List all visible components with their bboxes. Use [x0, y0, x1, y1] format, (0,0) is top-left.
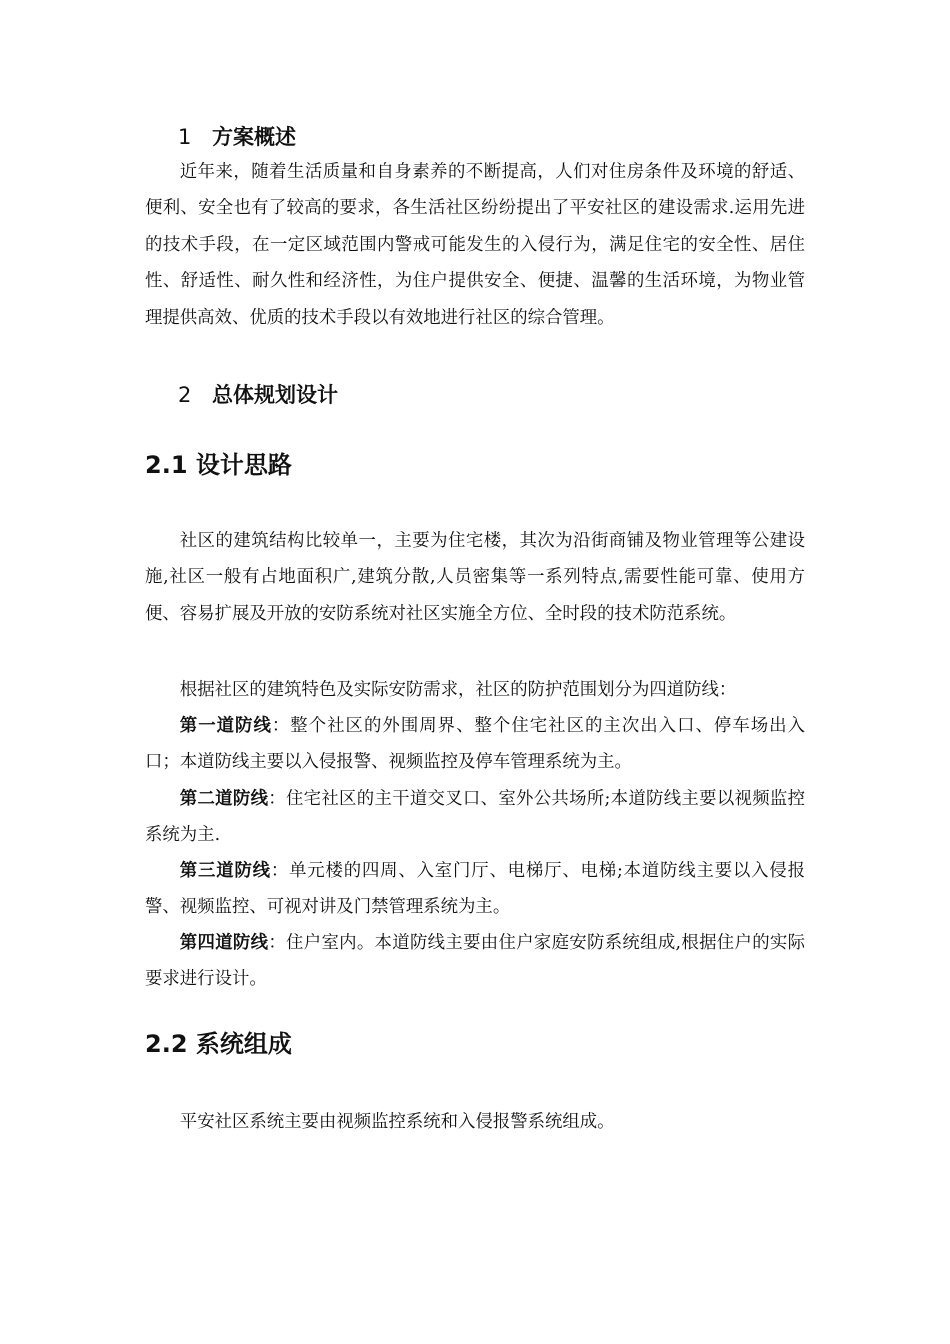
subsection-heading-design-idea: 2.1 设计思路: [145, 451, 292, 479]
section-title: 总体规划设计: [212, 383, 338, 407]
defense-line-2-text: ：住宅社区的主干道交叉口、室外公共场所;本道防线主要以视频监控系统为主.: [145, 789, 805, 846]
defense-line-4-text: ：住户室内。本道防线主要由住户家庭安防系统组成,根据住户的实际要求进行设计。: [145, 933, 805, 990]
defense-line-3-text: ：单元楼的四周、入室门厅、电梯厅、电梯;本道防线主要以入侵报警、视频监控、可视对讲及门禁管理系统为主。: [145, 861, 805, 918]
section-number: 1: [178, 125, 192, 149]
overview-paragraph: 近年来，随着生活质量和自身素养的不断提高，人们对住房条件及环境的舒适、便利、安全也有了较高的要求，各生活社区纷纷提出了平安社区的建设需求.运用先进的技术手段，在一定区域范围内警戒可能发生的入侵行为，满足住宅的安全性、居住性、舒适性、耐久性和经济性，为住户提供安全、便捷、温馨的生活环境，为物业管理提供高效、优质的技术手段以有效地进行社区的综合管理。: [145, 162, 805, 328]
defense-line-4-paragraph: [145, 925, 805, 998]
section-number: 2: [178, 383, 192, 407]
design-idea-paragraph: 社区的建筑结构比较单一，主要为住宅楼，其次为沿街商铺及物业管理等公建设施,社区一般有占地面积广,建筑分散,人员密集等一系列特点,需要性能可靠、使用方便、容易扩展及开放的安防系统对社区实施全方位、全时段的技术防范系统。: [145, 531, 805, 624]
defense-line-4-lead: 第四道防线: [179, 933, 269, 953]
defense-line-1-lead: 第一道防线: [179, 716, 272, 736]
defense-line-1-text: ：整个社区的外围周界、整个住宅社区的主次出入口、停车场出入口；本道防线主要以入侵报警、视频监控及停车管理系统为主。: [145, 716, 805, 773]
section-heading-planning: [178, 380, 338, 410]
system-composition-paragraph: 平安社区系统主要由视频监控系统和入侵报警系统组成。: [179, 1112, 615, 1132]
defense-line-3-paragraph: [145, 853, 805, 926]
subsection-heading-system-composition: 2.2 系统组成: [145, 1030, 292, 1058]
defense-line-3-lead: 第三道防线: [179, 861, 271, 881]
defense-line-1-paragraph: [145, 708, 805, 781]
defense-line-2-paragraph: [145, 781, 805, 854]
defense-line-2-lead: 第二道防线: [179, 789, 269, 809]
defense-summary-paragraph: 根据社区的建筑特色及实际安防需求，社区的防护范围划分为四道防线：: [179, 680, 737, 700]
section-title: 方案概述: [212, 125, 296, 149]
section-heading-overview: [178, 122, 296, 152]
